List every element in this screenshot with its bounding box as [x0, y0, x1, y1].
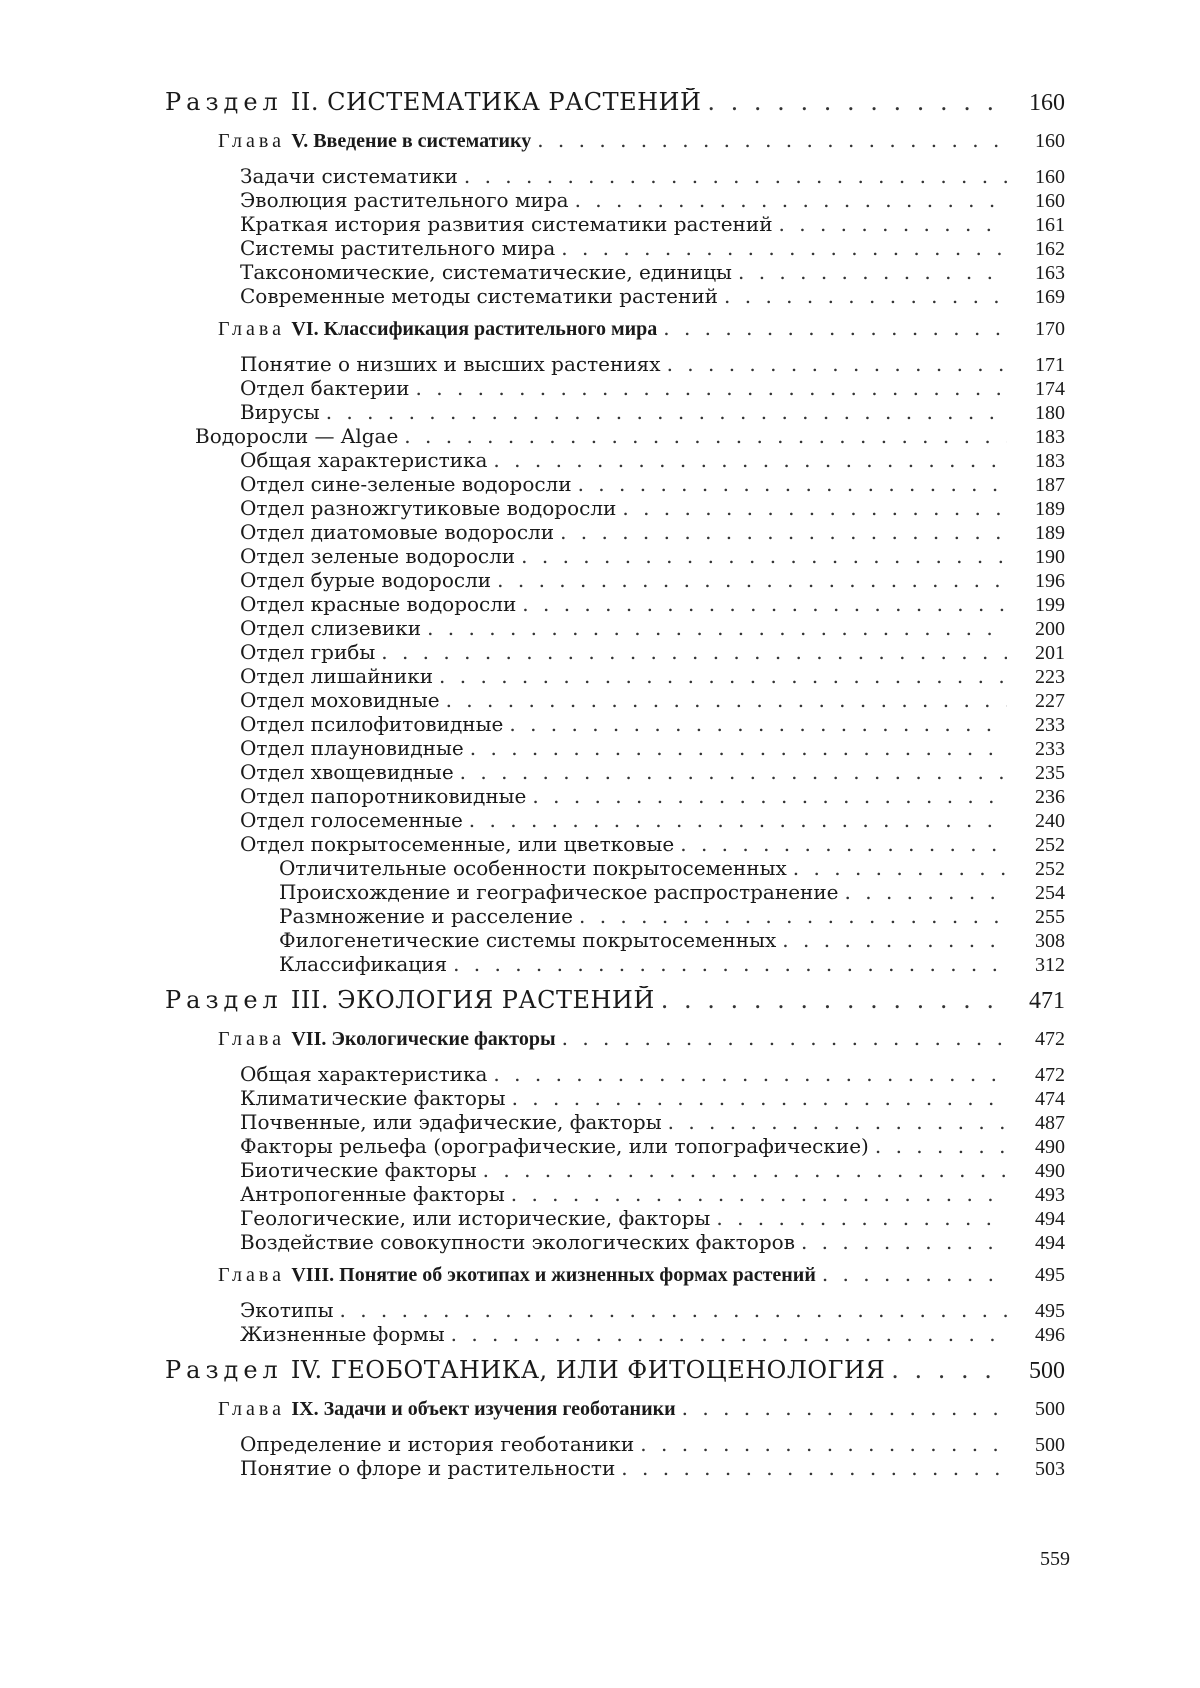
dot-leader [621, 1456, 1007, 1480]
section-title: IV. ГЕОБОТАНИКА, ИЛИ ФИТОЦЕНОЛОГИЯ [290, 1356, 886, 1384]
chapter-heading [218, 1026, 556, 1051]
chapter-label: Глава [218, 1398, 285, 1420]
chapter-page-number: 170 [1035, 318, 1065, 340]
section-title: II. СИСТЕМАТИКА РАСТЕНИЙ [290, 88, 702, 116]
toc-item-title: Антропогенные факторы [240, 1182, 505, 1206]
section-page-number: 471 [1029, 988, 1065, 1014]
dot-leader [682, 1396, 1007, 1420]
toc-item-page-number: 233 [1035, 714, 1065, 736]
toc-item[interactable] [165, 640, 1065, 664]
toc-item-list [165, 352, 1065, 976]
toc-item[interactable] [165, 568, 1065, 592]
toc-item[interactable] [165, 424, 1065, 448]
chapter-title: IX. Задачи и объект изучения геоботаники [291, 1398, 676, 1420]
toc-item[interactable] [165, 784, 1065, 808]
toc-item[interactable] [165, 736, 1065, 760]
chapter-label: Глава [218, 130, 285, 152]
toc-item-title: Почвенные, или эдафические, факторы [240, 1110, 662, 1134]
toc-item-page-number: 190 [1035, 546, 1065, 568]
dot-leader [724, 284, 1007, 308]
toc-item[interactable] [165, 616, 1065, 640]
toc-item-title: Биотические факторы [240, 1158, 477, 1182]
dot-leader [667, 352, 1007, 376]
chapter-page-number: 160 [1035, 130, 1065, 152]
chapter-title: VII. Экологические факторы [291, 1028, 556, 1050]
toc-item-page-number: 490 [1035, 1160, 1065, 1182]
dot-leader [532, 784, 1007, 808]
chapter-title: V. Введение в систематику [291, 130, 532, 152]
toc-item-title: Отдел бурые водоросли [240, 568, 492, 592]
toc-item[interactable] [165, 880, 1065, 904]
toc-item-title: Отдел лишайники [240, 664, 434, 688]
toc-item-page-number: 199 [1035, 594, 1065, 616]
dot-leader [326, 400, 1007, 424]
chapter-page-number: 500 [1035, 1398, 1065, 1420]
toc-item-page-number: 233 [1035, 738, 1065, 760]
toc-item[interactable] [165, 236, 1065, 260]
toc-item-page-number: 163 [1035, 262, 1065, 284]
toc-item-page-number: 474 [1035, 1088, 1065, 1110]
toc-chapter-entry[interactable] [165, 1396, 1065, 1428]
section-heading [165, 88, 701, 116]
toc-item-page-number: 236 [1035, 786, 1065, 808]
toc-item-list [165, 164, 1065, 308]
dot-leader [801, 1230, 1007, 1254]
dot-leader [511, 1182, 1007, 1206]
chapter-label: Глава [218, 318, 285, 340]
dot-leader [663, 316, 1007, 340]
toc-item-page-number: 196 [1035, 570, 1065, 592]
dot-leader [469, 808, 1007, 832]
chapter-label: Глава [218, 1264, 285, 1286]
toc-chapter-entry[interactable] [165, 128, 1065, 160]
toc-chapter-entry[interactable] [165, 1026, 1065, 1058]
section-page-number: 160 [1029, 90, 1065, 116]
dot-leader [716, 1206, 1007, 1230]
toc-item-title: Отдел папоротниковидные [240, 784, 527, 808]
toc-item[interactable] [165, 544, 1065, 568]
chapter-heading [218, 316, 657, 341]
toc-item-title: Вирусы [240, 400, 320, 424]
dot-leader [578, 472, 1007, 496]
toc-item-title: Отдел диатомовые водоросли [240, 520, 555, 544]
toc-item[interactable] [165, 1322, 1065, 1346]
chapter-page-number: 472 [1035, 1028, 1065, 1050]
toc-item-page-number: 200 [1035, 618, 1065, 640]
dot-leader [404, 424, 1007, 448]
dot-leader [622, 496, 1007, 520]
toc-item-title: Современные методы систематики растений [240, 284, 719, 308]
dot-leader [446, 688, 1007, 712]
toc-item-page-number: 161 [1035, 214, 1065, 236]
dot-leader [416, 376, 1007, 400]
toc-item[interactable] [165, 1230, 1065, 1254]
toc-item-page-number: 183 [1035, 426, 1065, 448]
toc-item-title: Отличительные особенности покрытосеменных [279, 856, 787, 880]
toc-section-entry[interactable] [165, 88, 1065, 122]
toc-item-page-number: 252 [1035, 834, 1065, 856]
toc-item-list [165, 1062, 1065, 1254]
toc-item-page-number: 312 [1035, 954, 1065, 976]
toc-item-title: Общая характеристика [240, 448, 488, 472]
toc-item-title: Геологические, или исторические, факторы [240, 1206, 711, 1230]
toc-item[interactable] [165, 496, 1065, 520]
toc-item-title: Классификация [279, 952, 448, 976]
toc-item-list [165, 1298, 1065, 1346]
toc-item-page-number: 496 [1035, 1324, 1065, 1346]
dot-leader [451, 1322, 1007, 1346]
dot-leader [779, 212, 1007, 236]
dot-leader [453, 952, 1007, 976]
dot-leader [521, 544, 1007, 568]
toc-item-page-number: 472 [1035, 1064, 1065, 1086]
dot-leader [381, 640, 1007, 664]
chapter-page-number: 495 [1035, 1264, 1065, 1286]
dot-leader [522, 592, 1007, 616]
toc-item[interactable] [165, 1206, 1065, 1230]
section-label: Раздел [165, 1356, 283, 1384]
dot-leader [822, 1262, 1007, 1286]
toc-item-page-number: 493 [1035, 1184, 1065, 1206]
dot-leader [640, 1432, 1007, 1456]
dot-leader [512, 1086, 1007, 1110]
toc-item-page-number: 171 [1035, 354, 1065, 376]
toc-item-page-number: 180 [1035, 402, 1065, 424]
toc-chapter-entry[interactable] [165, 316, 1065, 348]
toc-item-list [165, 1432, 1065, 1480]
toc-item-page-number: 187 [1035, 474, 1065, 496]
toc-item[interactable] [165, 592, 1065, 616]
dot-leader [464, 164, 1007, 188]
toc-item-title: Краткая история развития систематики растений [240, 212, 773, 236]
toc-item[interactable] [165, 1086, 1065, 1110]
toc-item-title: Отдел моховидные [240, 688, 440, 712]
toc-item[interactable] [165, 1432, 1065, 1456]
toc-item-title: Отдел плауновидные [240, 736, 464, 760]
dot-leader [738, 260, 1007, 284]
toc-item[interactable] [165, 212, 1065, 236]
toc-item[interactable] [165, 760, 1065, 784]
toc-item-page-number: 255 [1035, 906, 1065, 928]
toc-item-page-number: 240 [1035, 810, 1065, 832]
toc-item[interactable] [165, 472, 1065, 496]
dot-leader [707, 88, 1007, 116]
toc-item-page-number: 201 [1035, 642, 1065, 664]
section-heading [165, 986, 655, 1014]
toc-item-page-number: 162 [1035, 238, 1065, 260]
dot-leader [483, 1158, 1007, 1182]
toc-item-page-number: 235 [1035, 762, 1065, 784]
section-heading [165, 1356, 885, 1384]
chapter-label: Глава [218, 1028, 285, 1050]
dot-leader [793, 856, 1007, 880]
toc-item-title: Отдел зеленые водоросли [240, 544, 516, 568]
table-of-contents [165, 78, 1065, 1488]
toc-item-title: Происхождение и географическое распространение [279, 880, 839, 904]
page-number: 559 [1040, 1548, 1070, 1570]
toc-item-title: Жизненные формы [240, 1322, 445, 1346]
chapter-title: VIII. Понятие об экотипах и жизненных формах растений [291, 1264, 816, 1286]
toc-item[interactable] [165, 1456, 1065, 1480]
toc-item-title: Отдел грибы [240, 640, 376, 664]
toc-item-page-number: 160 [1035, 190, 1065, 212]
dot-leader [668, 1110, 1007, 1134]
toc-item-title: Эволюция растительного мира [240, 188, 569, 212]
dot-leader [782, 928, 1007, 952]
toc-item-title: Отдел бактерии [240, 376, 410, 400]
toc-item-page-number: 160 [1035, 166, 1065, 188]
dot-leader [427, 616, 1007, 640]
dot-leader [845, 880, 1007, 904]
toc-item[interactable] [165, 1062, 1065, 1086]
dot-leader [875, 1134, 1007, 1158]
dot-leader [661, 986, 1007, 1014]
toc-item-title: Общая характеристика [240, 1062, 488, 1086]
dot-leader [561, 236, 1007, 260]
toc-item-page-number: 227 [1035, 690, 1065, 712]
toc-item-title: Отдел покрытосеменные, или цветковые [240, 832, 675, 856]
dot-leader [493, 1062, 1007, 1086]
toc-item[interactable] [165, 448, 1065, 472]
toc-item-title: Водоросли — Algae [195, 424, 399, 448]
toc-item-page-number: 174 [1035, 378, 1065, 400]
toc-item-title: Экотипы [240, 1298, 334, 1322]
toc-item-page-number: 183 [1035, 450, 1065, 472]
dot-leader [460, 760, 1007, 784]
toc-item[interactable] [165, 400, 1065, 424]
dot-leader [470, 736, 1007, 760]
toc-item-title: Понятие о низших и высших растениях [240, 352, 661, 376]
toc-item[interactable] [165, 904, 1065, 928]
toc-item[interactable] [165, 1110, 1065, 1134]
toc-chapter-entry[interactable] [165, 1262, 1065, 1294]
dot-leader [509, 712, 1007, 736]
toc-item-title: Задачи систематики [240, 164, 458, 188]
toc-item[interactable] [165, 376, 1065, 400]
toc-item-title: Определение и история геоботаники [240, 1432, 635, 1456]
toc-item-title: Размножение и расселение [279, 904, 573, 928]
toc-item-title: Отдел голосеменные [240, 808, 463, 832]
toc-item-page-number: 495 [1035, 1300, 1065, 1322]
toc-item-page-number: 189 [1035, 522, 1065, 544]
toc-item-page-number: 503 [1035, 1458, 1065, 1480]
dot-leader [340, 1298, 1008, 1322]
toc-item-title: Отдел сине-зеленые водоросли [240, 472, 572, 496]
toc-item-page-number: 252 [1035, 858, 1065, 880]
toc-item-page-number: 308 [1035, 930, 1065, 952]
chapter-heading [218, 1262, 816, 1287]
toc-item-title: Воздействие совокупности экологических факторов [240, 1230, 795, 1254]
toc-item-page-number: 189 [1035, 498, 1065, 520]
toc-item[interactable] [165, 688, 1065, 712]
toc-item[interactable] [165, 188, 1065, 212]
toc-item[interactable] [165, 164, 1065, 188]
section-label: Раздел [165, 986, 283, 1014]
dot-leader [493, 448, 1007, 472]
toc-item-page-number: 487 [1035, 1112, 1065, 1134]
toc-item[interactable] [165, 352, 1065, 376]
toc-item-title: Филогенетические системы покрытосеменных [279, 928, 777, 952]
toc-item[interactable] [165, 1158, 1065, 1182]
dot-leader [439, 664, 1007, 688]
toc-item-page-number: 169 [1035, 286, 1065, 308]
toc-item[interactable] [165, 856, 1065, 880]
toc-item-page-number: 223 [1035, 666, 1065, 688]
toc-item[interactable] [165, 1298, 1065, 1322]
dot-leader [575, 188, 1007, 212]
toc-item-title: Таксономические, систематические, единицы [240, 260, 732, 284]
toc-item[interactable] [165, 520, 1065, 544]
toc-item-title: Отдел слизевики [240, 616, 422, 640]
chapter-title: VI. Классификация растительного мира [291, 318, 658, 340]
toc-item-title: Отдел красные водоросли [240, 592, 517, 616]
toc-item-title: Отдел хвощевидные [240, 760, 454, 784]
toc-item[interactable] [165, 664, 1065, 688]
dot-leader [537, 128, 1007, 152]
toc-item[interactable] [165, 1182, 1065, 1206]
dot-leader [562, 1026, 1007, 1050]
toc-item-title: Отдел псилофитовидные [240, 712, 504, 736]
dot-leader [680, 832, 1007, 856]
toc-item-title: Климатические факторы [240, 1086, 506, 1110]
toc-item[interactable] [165, 808, 1065, 832]
dot-leader [579, 904, 1007, 928]
toc-item-title: Системы растительного мира [240, 236, 556, 260]
toc-item-page-number: 490 [1035, 1136, 1065, 1158]
toc-item-page-number: 494 [1035, 1208, 1065, 1230]
toc-item-page-number: 254 [1035, 882, 1065, 904]
toc-item-title: Отдел разножгутиковые водоросли [240, 496, 617, 520]
toc-section-entry[interactable] [165, 1356, 1065, 1390]
section-label: Раздел [165, 88, 283, 116]
dot-leader [560, 520, 1007, 544]
toc-section-entry[interactable] [165, 986, 1065, 1020]
dot-leader [891, 1356, 1007, 1384]
toc-item[interactable] [165, 284, 1065, 308]
toc-item[interactable] [165, 928, 1065, 952]
chapter-heading [218, 1396, 676, 1421]
toc-item-page-number: 494 [1035, 1232, 1065, 1254]
toc-item[interactable] [165, 1134, 1065, 1158]
chapter-heading [218, 128, 531, 153]
section-title: III. ЭКОЛОГИЯ РАСТЕНИЙ [290, 986, 655, 1014]
section-page-number: 500 [1029, 1358, 1065, 1384]
toc-item-title: Понятие о флоре и растительности [240, 1456, 616, 1480]
dot-leader [497, 568, 1007, 592]
toc-item[interactable] [165, 712, 1065, 736]
toc-item[interactable] [165, 832, 1065, 856]
toc-item-page-number: 500 [1035, 1434, 1065, 1456]
toc-item-title: Факторы рельефа (орографические, или топографические) [240, 1134, 869, 1158]
toc-item[interactable] [165, 260, 1065, 284]
toc-item[interactable] [165, 952, 1065, 976]
